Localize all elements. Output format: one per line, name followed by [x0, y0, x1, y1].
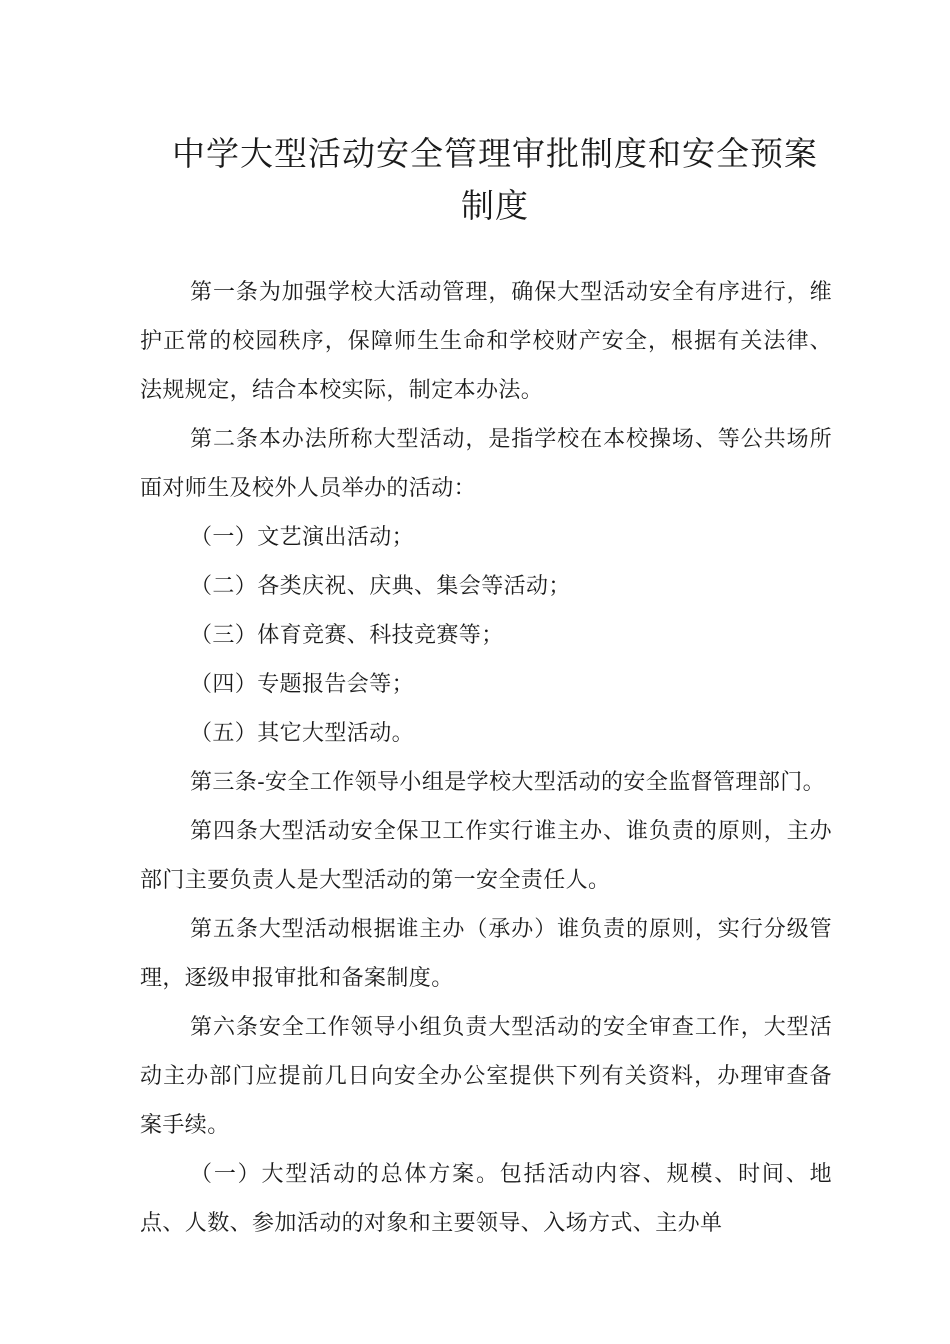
- article-3: 第三条-安全工作领导小组是学校大型活动的安全监督管理部门。: [190, 770, 826, 795]
- list-item: （二）各类庆祝、庆典、集会等活动；: [190, 574, 571, 599]
- article-2: 第二条本办法所称大型活动，是指学校在本校操场、等公共场所面对师生及校外人员举办的活动：: [140, 427, 832, 501]
- title-line-1: 中学大型活动安全管理审批制度和安全预案: [172, 134, 818, 173]
- article-6-item-1: （一）大型活动的总体方案。包括活动内容、规模、时间、地点、人数、参加活动的对象和主要领导、入场方式、主办单: [140, 1162, 832, 1236]
- list-item: （三）体育竞赛、科技竞赛等；: [190, 623, 504, 648]
- article-6: 第六条安全工作领导小组负责大型活动的安全审查工作，大型活动主办部门应提前几日向安全办公室提供下列有关资料，办理审查备案手续。: [140, 1015, 832, 1138]
- list-item: （五）其它大型活动。: [190, 721, 415, 746]
- list-item: （一）文艺演出活动；: [190, 525, 415, 550]
- list-item: （四）专题报告会等；: [190, 672, 415, 697]
- article-1: 第一条为加强学校大活动管理，确保大型活动安全有序进行，维护正常的校园秩序，保障师生生命和学校财产安全，根据有关法律、法规规定，结合本校实际，制定本办法。: [140, 280, 832, 403]
- article-4: 第四条大型活动安全保卫工作实行谁主办、谁负责的原则，主办部门主要负责人是大型活动的第一安全责任人。: [140, 819, 832, 893]
- title-line-2: 制度: [461, 186, 529, 225]
- document-title: [150, 128, 840, 232]
- document-body: [140, 268, 832, 1248]
- article-5: 第五条大型活动根据谁主办（承办）谁负责的原则，实行分级管理，逐级申报审批和备案制度。: [140, 917, 832, 991]
